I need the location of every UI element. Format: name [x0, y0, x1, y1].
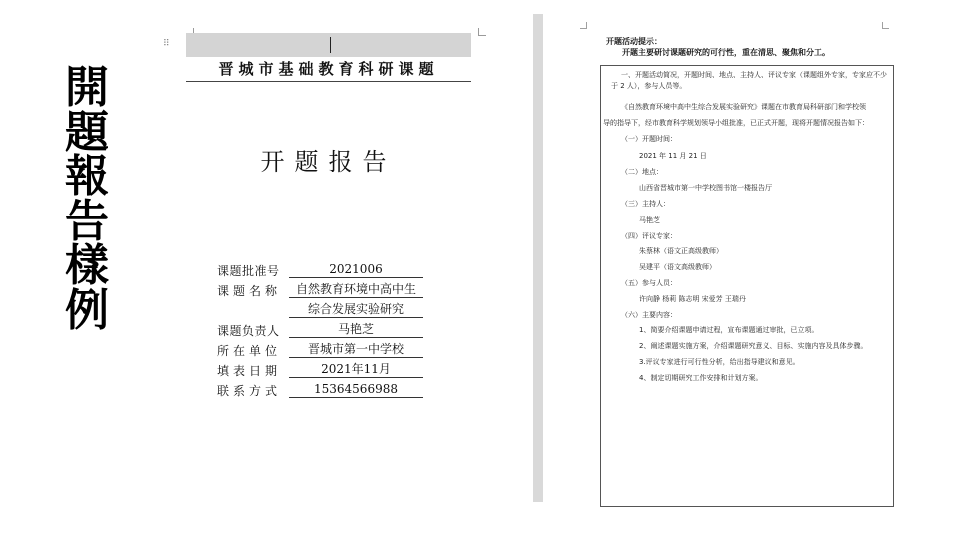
- report-line: （六）主要内容：: [621, 311, 677, 319]
- report-line: 4、制定切期研究工作安排和计划方案。: [639, 374, 763, 382]
- info-label: 课题负责人: [217, 324, 280, 338]
- side-title-char: 開: [65, 62, 109, 113]
- institution-name: 晋城市基础教育科研课题: [186, 58, 471, 82]
- text-cursor: [330, 37, 331, 53]
- report-line: 马艳芝: [639, 216, 660, 224]
- report-line: 一、开题活动简况，开题时间、地点、主持人、评议专家（课题组外专家，专家应不少: [621, 71, 887, 79]
- info-row: [217, 340, 457, 360]
- info-row: [217, 260, 457, 280]
- report-line: （一）开题时间：: [621, 135, 677, 143]
- info-row: [217, 380, 457, 400]
- side-title-char: 例: [65, 284, 109, 336]
- side-title: [58, 62, 116, 336]
- page-divider: [533, 14, 543, 502]
- report-line: （二）地点：: [621, 168, 663, 176]
- report-line: 山西省晋城市第一中学校图书馆一楼报告厅: [639, 184, 772, 192]
- info-value[interactable]: 15364566988: [289, 382, 423, 398]
- report-line: 2、阐述课题实施方案，介绍课题研究意义、目标、实施内容及具体步骤。: [639, 342, 868, 350]
- report-line: 1、简要介绍课题申请过程，宣布课题通过审批，已立项。: [639, 326, 819, 334]
- report-line: 许向静 杨莉 陈志明 宋爱芳 王瑞丹: [639, 295, 746, 303]
- info-row: [217, 360, 457, 380]
- info-value[interactable]: 2021年11月: [289, 362, 423, 378]
- side-title-char: 樣: [65, 240, 109, 291]
- report-line: 导的指导下，经市教育科学规划领导小组批准，已正式开题，现将开题情况报告如下：: [603, 119, 869, 127]
- page-corner-mark: [580, 22, 587, 29]
- info-label: 课题批准号: [217, 264, 280, 278]
- move-handle-icon[interactable]: ⠿: [163, 39, 169, 49]
- side-title-char: 告: [65, 195, 109, 247]
- info-row: [217, 280, 457, 300]
- report-line: 3.评议专家进行可行性分析，给出指导建议和意见。: [639, 358, 800, 366]
- page-corner-mark: [882, 22, 889, 29]
- side-title-char: 報: [65, 151, 109, 202]
- info-row: [217, 320, 457, 340]
- info-value[interactable]: 综合发展实验研究: [289, 302, 423, 318]
- info-value[interactable]: 自然教育环境中高中生: [289, 282, 423, 298]
- report-line: 朱蔡林（语文正高级教师）: [639, 247, 723, 255]
- info-value[interactable]: 马艳芝: [289, 322, 423, 338]
- report-line: （五）参与人员：: [621, 279, 677, 287]
- report-line: （四）评议专家：: [621, 232, 677, 240]
- report-page: [560, 14, 920, 504]
- info-label: 所在单位: [217, 344, 282, 358]
- header-text-field[interactable]: [186, 33, 471, 57]
- hint-body: 开题主要研讨课题研究的可行性，重在清思、聚焦和分工。: [622, 47, 830, 57]
- cover-info-table: [217, 260, 457, 400]
- info-value[interactable]: 晋城市第一中学校: [289, 342, 423, 358]
- report-line: （三）主持人：: [621, 200, 670, 208]
- info-label: 课题名称: [217, 284, 282, 298]
- info-row: [217, 300, 457, 320]
- report-content-box[interactable]: [600, 65, 894, 507]
- info-value[interactable]: 2021006: [289, 262, 423, 278]
- report-line: 于 2 人），参与人员等。: [611, 82, 687, 90]
- report-line: 吴建平（语文高级教师）: [639, 263, 716, 271]
- document-title: 开题报告: [260, 148, 397, 176]
- report-line: 《自然教育环境中高中生综合发展实验研究》课题在市教育局科研部门和学校领: [621, 103, 866, 111]
- info-label: 填表日期: [217, 364, 282, 378]
- hint-title: 开题活动提示：: [606, 36, 662, 46]
- info-label: 联系方式: [217, 384, 282, 398]
- side-title-char: 題: [65, 106, 109, 158]
- page-corner-mark: [478, 28, 486, 36]
- report-line: 2021 年 11 月 21 日: [639, 152, 707, 160]
- cover-page: [160, 22, 500, 502]
